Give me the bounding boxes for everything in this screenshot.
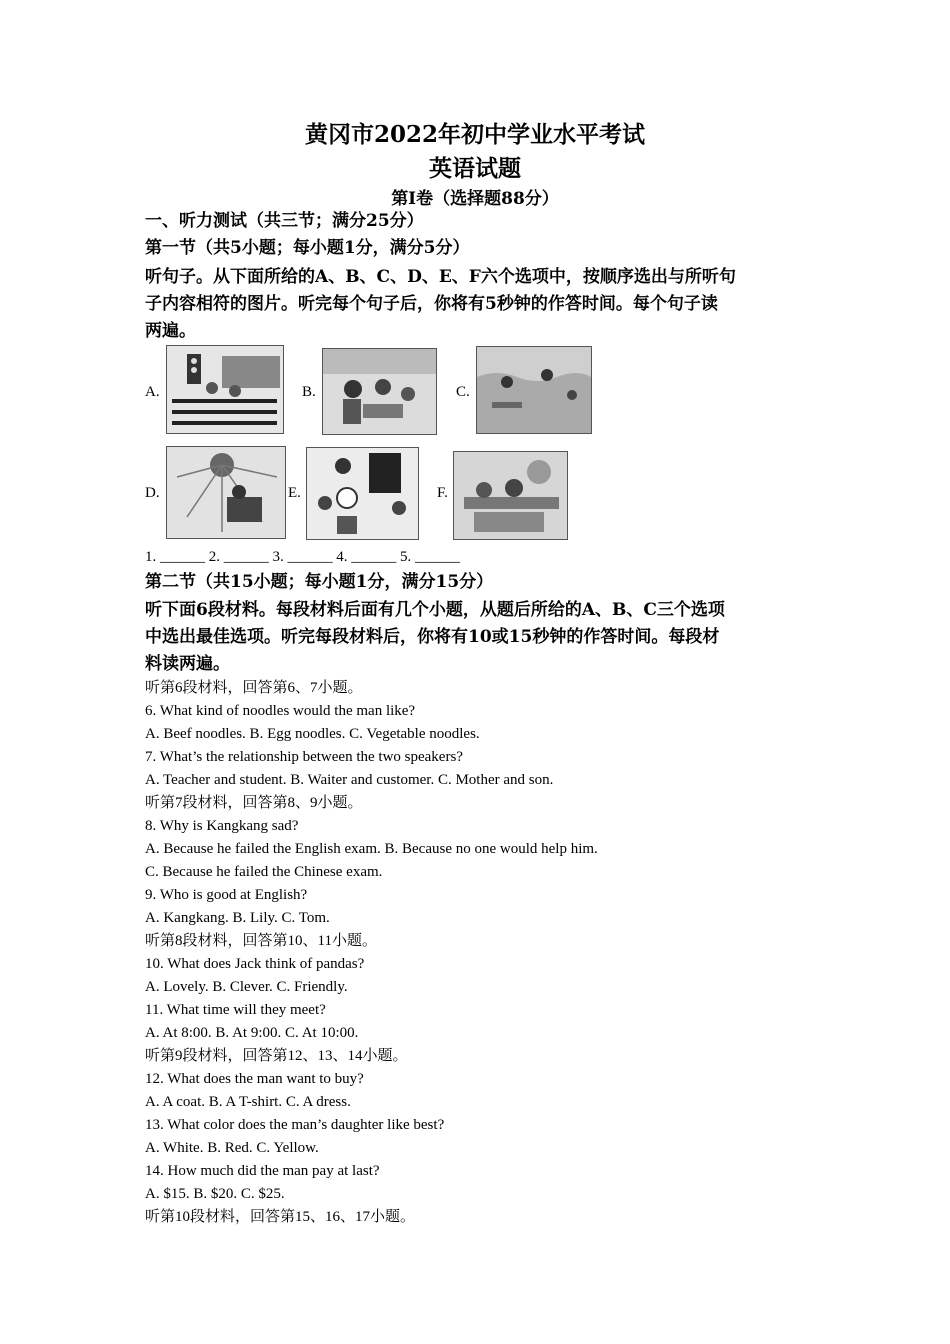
picture-label-c: C. [456,384,470,400]
volume-heading: 第Ⅰ卷（选择题88分） [391,189,559,209]
material-8-intro: 听第8段材料，回答第10、11小题。 [145,933,377,949]
question-11: 11. What time will they meet? [145,1002,326,1018]
section1-instruction-3: 两遍。 [145,321,196,341]
question-10: 10. What does Jack think of pandas? [145,956,365,972]
exam-subtitle: 英语试题 [429,155,521,182]
picture-label-e: E. [288,485,301,501]
picture-e-music-band-image [306,447,419,540]
picture-label-d: D. [145,485,160,501]
question-11-options: A. At 8:00. B. At 9:00. C. At 10:00. [145,1025,359,1041]
picture-label-f: F. [437,485,448,501]
picture-a-crosswalk-image [166,345,284,434]
section2-instruction-2: 中选出最佳选项。听完每段材料后，你将有10或15秒钟的作答时间。每段材 [145,627,720,647]
picture-c-swimming-image [476,346,592,434]
exam-title: 黄冈市2022年初中学业水平考试 [304,121,645,148]
question-13-options: A. White. B. Red. C. Yellow. [145,1140,319,1156]
part-heading: 一、听力测试（共三节；满分25分） [145,211,424,231]
section2-heading: 第二节（共15小题；每小题1分，满分15分） [145,572,494,592]
picture-f-cooking-image [453,451,568,540]
question-8-options-ab: A. Because he failed the English exam. B. Because no one would help him. [145,841,598,857]
material-7-intro: 听第7段材料，回答第8、9小题。 [145,795,363,811]
section2-instruction-3: 料读两遍。 [145,654,230,674]
question-9-options: A. Kangkang. B. Lily. C. Tom. [145,910,330,926]
material-10-intro: 听第10段材料，回答第15、16、17小题。 [145,1209,416,1225]
question-9: 9. Who is good at English? [145,887,308,903]
question-6-options: A. Beef noodles. B. Egg noodles. C. Vegetable noodles. [145,726,480,742]
answer-blanks: 1. ______ 2. ______ 3. ______ 4. ______ 5. ______ [145,549,460,565]
question-13: 13. What color does the man’s daughter like best? [145,1117,445,1133]
section1-heading: 第一节（共5小题；每小题1分，满分5分） [145,238,470,258]
section1-instruction-1: 听句子。从下面所给的A、B、C、D、E、F六个选项中，按顺序选出与所听句 [145,267,736,287]
picture-b-picnic-image [322,348,437,435]
question-10-options: A. Lovely. B. Clever. C. Friendly. [145,979,348,995]
question-8-option-c: C. Because he failed the Chinese exam. [145,864,383,880]
question-7: 7. What’s the relationship between the two speakers? [145,749,463,765]
section2-instruction-1: 听下面6段材料。每段材料后面有几个小题，从题后所给的A、B、C三个选项 [145,600,725,620]
question-14: 14. How much did the man pay at last? [145,1163,380,1179]
material-6-intro: 听第6段材料，回答第6、7小题。 [145,680,363,696]
question-8: 8. Why is Kangkang sad? [145,818,299,834]
question-7-options: A. Teacher and student. B. Waiter and customer. C. Mother and son. [145,772,554,788]
question-12: 12. What does the man want to buy? [145,1071,364,1087]
question-14-options: A. $15. B. $20. C. $25. [145,1186,285,1202]
picture-d-sunny-reading-image [166,446,286,539]
picture-label-b: B. [302,384,316,400]
material-9-intro: 听第9段材料，回答第12、13、14小题。 [145,1048,408,1064]
picture-label-a: A. [145,384,160,400]
question-6: 6. What kind of noodles would the man like? [145,703,416,719]
question-12-options: A. A coat. B. A T-shirt. C. A dress. [145,1094,351,1110]
section1-instruction-2: 子内容相符的图片。听完每个句子后，你将有5秒钟的作答时间。每个句子读 [145,294,718,314]
